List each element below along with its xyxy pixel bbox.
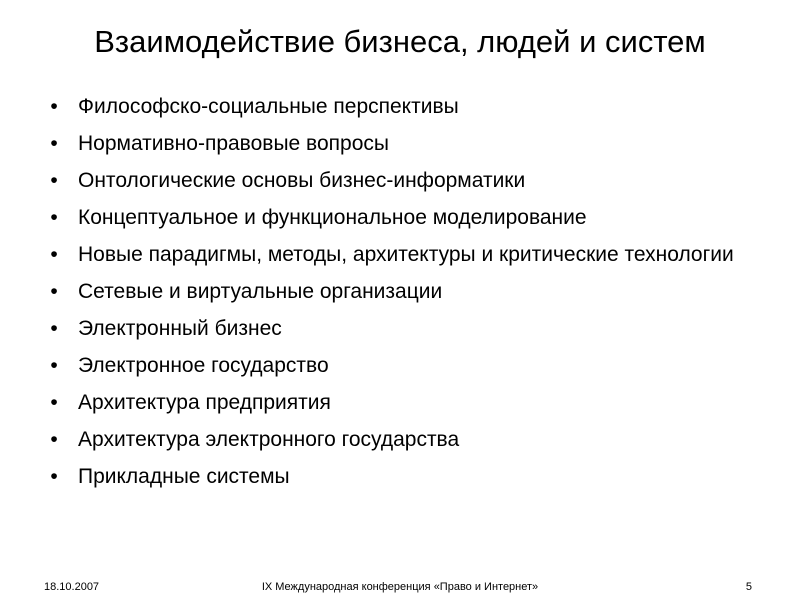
footer-conference: IX Международная конференция «Право и Интернет» xyxy=(261,581,539,593)
bullet-text: Архитектура электронного государства xyxy=(78,428,460,451)
bullet-dot-icon: • xyxy=(50,465,58,488)
bullet-text: Философско-социальные перспективы xyxy=(78,95,459,118)
bullet-dot-icon: • xyxy=(50,206,58,229)
bullet-dot-icon: • xyxy=(50,132,58,155)
bullet-text: Новые парадигмы, методы, архитектуры и критические технологии xyxy=(78,243,734,266)
bullet-text: Онтологические основы бизнес-информатики xyxy=(78,169,526,192)
footer-page-number: 5 xyxy=(745,581,752,593)
bullet-dot-icon: • xyxy=(50,391,58,414)
bullet-text: Нормативно-правовые вопросы xyxy=(78,132,389,155)
footer-date: 18.10.2007 xyxy=(44,581,100,593)
bullet-item xyxy=(44,351,764,381)
bullet-item xyxy=(44,240,764,270)
bullet-dot-icon: • xyxy=(50,95,58,118)
bullet-text: Концептуальное и функциональное моделирование xyxy=(78,206,587,229)
bullet-text: Прикладные системы xyxy=(78,465,290,488)
bullet-text: Архитектура предприятия xyxy=(78,391,331,414)
bullet-dot-icon: • xyxy=(50,317,58,340)
slide-title: Взаимодействие бизнеса, людей и систем xyxy=(94,24,706,59)
bullet-text: Сетевые и виртуальные организации xyxy=(78,280,443,303)
bullet-item xyxy=(44,92,764,122)
bullet-item xyxy=(44,203,764,233)
bullet-item xyxy=(44,166,764,196)
bullet-item xyxy=(44,388,764,418)
bullet-item xyxy=(44,425,764,455)
bullet-item xyxy=(44,129,764,159)
bullet-text: Электронное государство xyxy=(78,354,329,377)
bullet-dot-icon: • xyxy=(50,280,58,303)
bullet-text: Электронный бизнес xyxy=(78,317,282,340)
bullet-item xyxy=(44,462,764,492)
bullet-list xyxy=(44,92,764,499)
bullet-dot-icon: • xyxy=(50,243,58,266)
bullet-dot-icon: • xyxy=(50,169,58,192)
bullet-dot-icon: • xyxy=(50,354,58,377)
bullet-item xyxy=(44,314,764,344)
bullet-dot-icon: • xyxy=(50,428,58,451)
bullet-item xyxy=(44,277,764,307)
